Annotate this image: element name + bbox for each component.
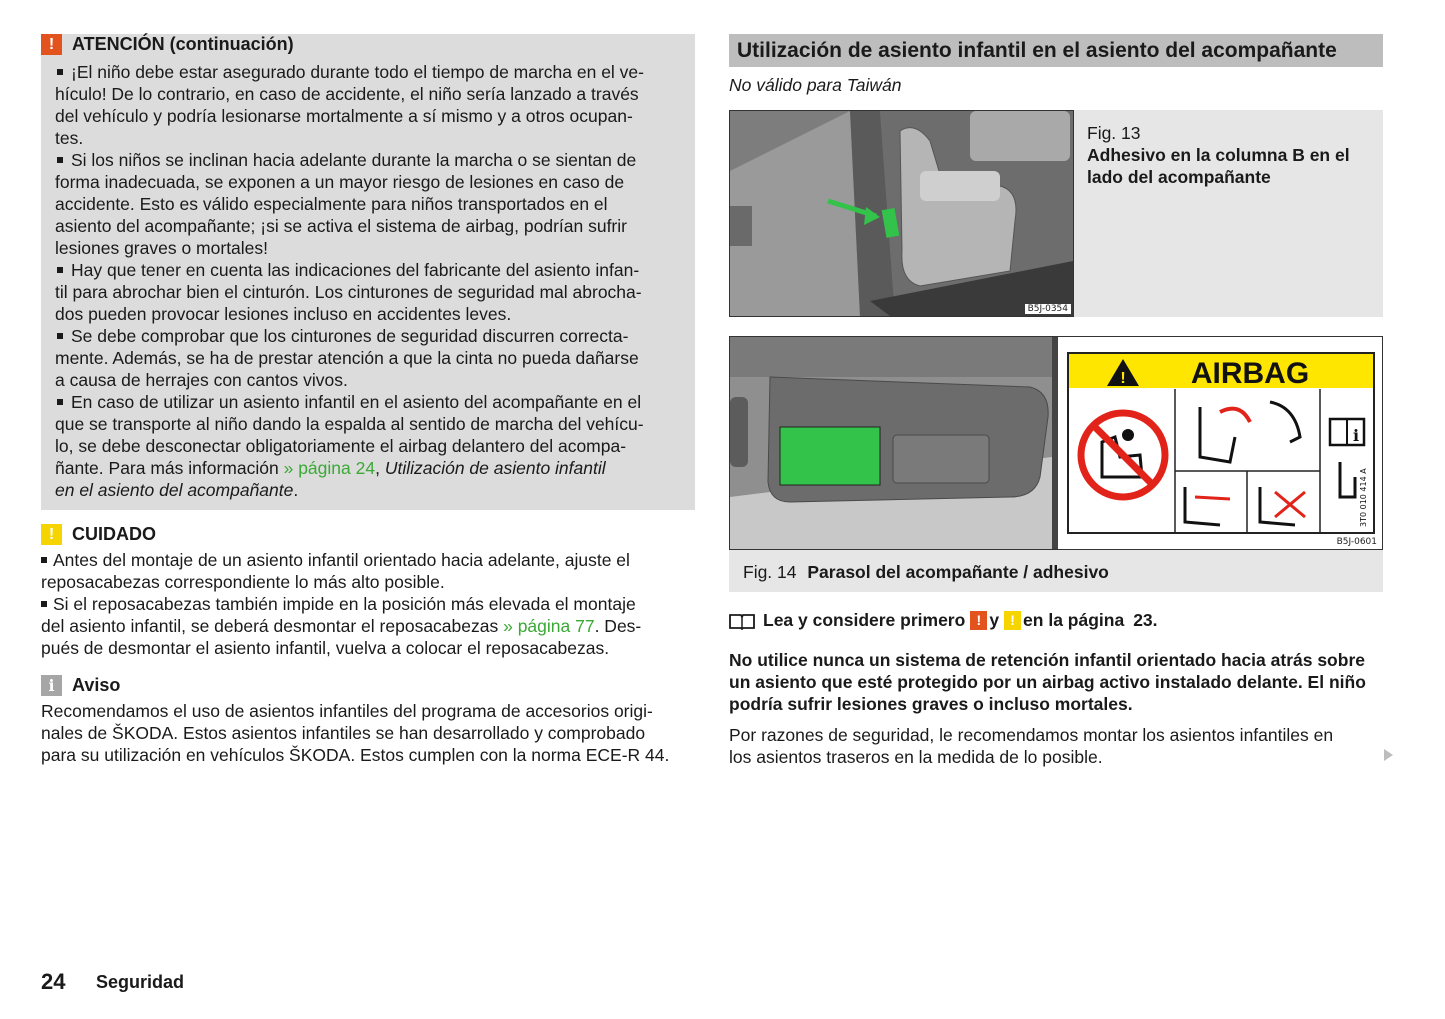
warning-exclamation-icon: ! (970, 611, 987, 630)
warning-header (41, 34, 294, 55)
warning-body (55, 61, 690, 501)
figure-label: Fig. 13 (1087, 123, 1141, 143)
book-icon (729, 612, 755, 630)
warning-item: En caso de utilizar un asiento infantil en el asiento del acompañante en el que se transporte al niño dando la espalda al sentido de marcha del vehícu- lo, se debe desconectar obligatoriamente el airbag delantero del acompa- ñante. Para más información » página 24, Utilización de asiento infantil en el asiento del acompañante. (55, 392, 644, 500)
note-title: Aviso (72, 675, 121, 695)
airbag-label-title: AIRBAG (1190, 357, 1310, 390)
warning-item: Se debe comprobar que los cinturones de seguridad discurren correcta- mente. Además, se ha de prestar atención a que la cinta no pueda dañarse a causa de herrajes con cantos vivos. (55, 326, 639, 390)
note-header (41, 675, 120, 696)
page-23-link[interactable]: 23. (1133, 610, 1158, 630)
visor-sticker (780, 427, 880, 485)
page-number: 24 (41, 969, 66, 994)
caution-header (41, 524, 156, 545)
recommendation-text: Por razones de seguridad, le recomendamos montar los asientos infantiles en los asientos traseros en la medida de lo posible. (729, 725, 1334, 767)
continue-arrow-icon (1384, 749, 1393, 761)
caution-exclamation-icon: ! (1004, 611, 1021, 630)
caution-body: Antes del montaje de un asiento infantil orientado hacia adelante, ajuste el reposacabezas correspondiente lo más alto posible. Si el reposacabezas también impide en la posición más elevada el montaje del asiento infantil, se deberá desmontar el reposacabezas » página 77. Des- pués de desmontar el asiento infantil, vuelva a colocar el reposacabezas. (41, 550, 642, 658)
b-pillar-photo (729, 110, 1074, 317)
figure-14-caption: Fig. 14 Parasol del acompañante / adhesivo (743, 562, 1109, 582)
warning-exclamation-icon: ! (41, 34, 62, 55)
airbag-label-code: 3T0 010 414 A (1359, 468, 1368, 527)
caution-title: CUIDADO (72, 524, 156, 544)
important-note: No utilice nunca un sistema de retención infantil orientado hacia atrás sobre un asiento que esté protegido por un airbag activo instalado delante. El niño podría sufrir lesiones graves o incluso mortales. (729, 650, 1366, 714)
note-body: Recomendamos el uso de asientos infantiles del programa de accesorios origi- nales de ŠKODA. Estos asientos infantiles se han desarrollado y comprobado para su utilización en vehículos ŠKODA. Estos cumplen con la norma ECE-R 44. (41, 701, 670, 765)
svg-text:!: ! (1120, 370, 1126, 387)
section-title: Utilización de asiento infantil en el asiento del acompañante (729, 34, 1383, 67)
image-code: B5J-0354 (1025, 304, 1071, 314)
read-first-reference: Lea y considere primero ! y ! en la página 23. (729, 610, 1158, 631)
warning-item: Hay que tener en cuenta las indicaciones del fabricante del asiento infan- til para abrochar bien el cinturón. Los cinturones de seguridad mal abrocha- dos pueden provocar lesiones incluso en accidentes leves. (55, 260, 642, 324)
warning-item: Si los niños se inclinan hacia adelante durante la marcha o se sientan de forma inadecuada, se exponen a un mayor riesgo de lesiones en caso de accidente. Esto es válido especialmente para niños transportados en el asiento del acompañante; ¡si se activa el sistema de airbag, podrían sufrir lesiones graves o mortales! (55, 150, 637, 258)
page-24-link[interactable]: » página 24 (283, 458, 376, 478)
info-icon: i (41, 675, 62, 696)
section-subtitle: No válido para Taiwán (729, 75, 902, 95)
caution-exclamation-icon: ! (41, 524, 62, 545)
warning-item: ¡El niño debe estar asegurado durante todo el tiempo de marcha en el ve- hículo! De lo contrario, en caso de accidente, el niño sería lanzado a través del vehículo y podría lesionarse mortalmente a sí mismo y a otros ocupan- tes. (55, 62, 644, 148)
figure-13-caption: Fig. 13 Adhesivo en la columna B en el lado del acompañante (1087, 123, 1350, 187)
svg-text:i: i (1353, 426, 1360, 445)
page-77-link[interactable]: » página 77 (503, 616, 595, 636)
warning-title: ATENCIÓN (continuación) (72, 34, 294, 54)
image-code: B5J-0601 (1334, 537, 1380, 547)
sun-visor-photo (729, 336, 1383, 550)
section-name: Seguridad (96, 972, 185, 992)
figure-label: Fig. 14 (743, 562, 797, 582)
